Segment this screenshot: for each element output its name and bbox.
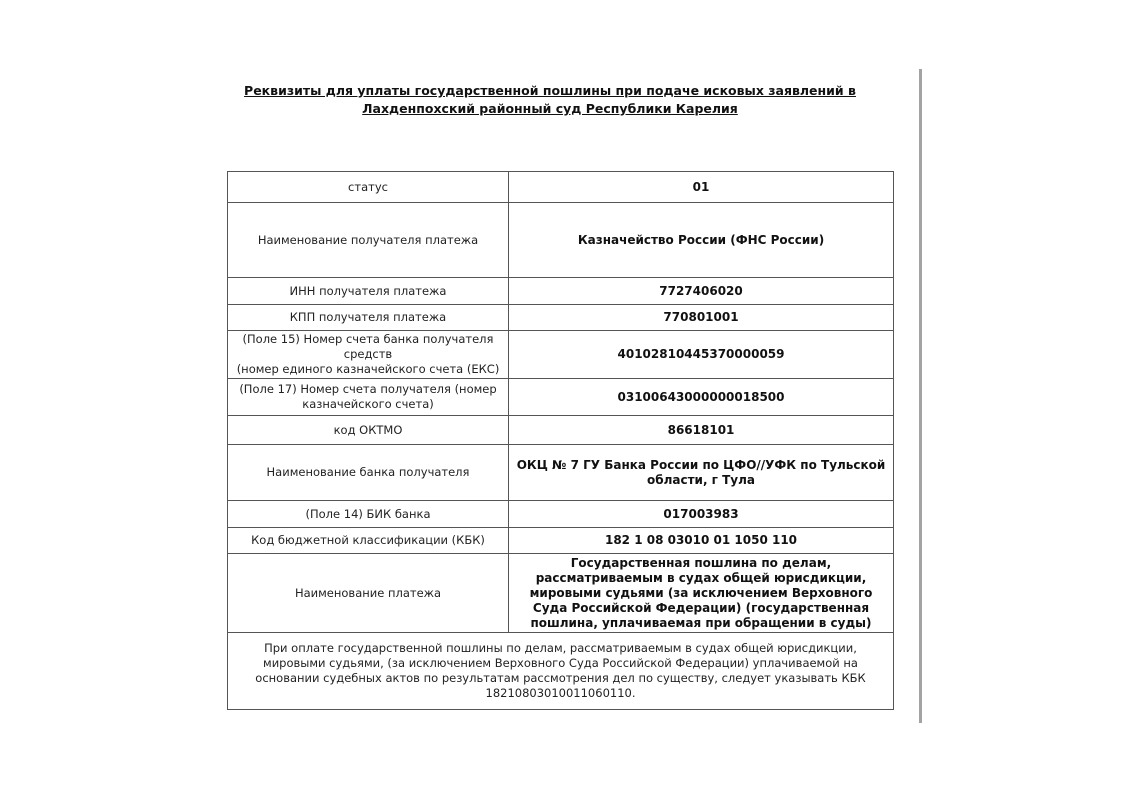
row-value-line: рассматриваемым в судах общей юрисдикции, [535, 570, 867, 585]
row-value: Казначейство России (ФНС России) [509, 203, 894, 278]
row-value: 7727406020 [509, 278, 894, 305]
row-label: статус [228, 172, 509, 203]
row-value-line: Государственная пошлина по делам, [570, 555, 832, 570]
row-value: 40102810445370000059 [509, 331, 894, 379]
table-row [228, 379, 894, 416]
row-label: КПП получателя платежа [228, 305, 509, 331]
table-row [228, 501, 894, 528]
table-row [228, 445, 894, 501]
kbk-note-line: мировыми судьями, (за исключением Верховного Суда Российской Федерации) уплачиваемой на [263, 656, 858, 670]
row-value: 770801001 [509, 305, 894, 331]
row-value: 86618101 [509, 416, 894, 445]
row-label-line: (номер единого казначейского счета (ЕКС) [236, 362, 500, 376]
row-label: Код бюджетной классификации (КБК) [228, 528, 509, 554]
row-value: 182 1 08 03010 01 1050 110 [509, 528, 894, 554]
table-row [228, 203, 894, 278]
payment-requisites-table [227, 171, 894, 710]
row-value-line: области, г Тула [646, 472, 756, 487]
row-label-line: казначейского счета) [302, 397, 434, 411]
table-row [228, 554, 894, 633]
row-label-line: (Поле 15) Номер счета банка получателя [242, 332, 494, 346]
row-label [228, 331, 509, 379]
row-label-line: (Поле 17) Номер счета получателя (номер [239, 382, 497, 396]
row-label: (Поле 14) БИК банка [228, 501, 509, 528]
page-edge-divider [919, 69, 922, 723]
row-label: Наименование получателя платежа [228, 203, 509, 278]
row-value: 017003983 [509, 501, 894, 528]
table-row [228, 305, 894, 331]
row-value [509, 445, 894, 501]
title-line-2: Лахденпохский районный суд Республики Карелия [362, 101, 738, 116]
row-value-line: Суда Российской Федерации) (государственная [532, 600, 870, 615]
row-value [509, 554, 894, 633]
row-value-line: пошлина, уплачиваемая при обращении в суды) [530, 615, 872, 630]
row-label [228, 379, 509, 416]
document-title [230, 82, 870, 118]
row-value: 03100643000000018500 [509, 379, 894, 416]
kbk-note-line: При оплате государственной пошлины по делам, рассматриваемым в судах общей юрисдикции, [264, 641, 857, 655]
table-row-note [228, 633, 894, 710]
kbk-note [228, 633, 894, 710]
row-value: 01 [509, 172, 894, 203]
table-row [228, 331, 894, 379]
row-label: Наименование банка получателя [228, 445, 509, 501]
kbk-note-line: 18210803010011060110. [485, 686, 636, 700]
row-label: Наименование платежа [228, 554, 509, 633]
row-value-line: ОКЦ № 7 ГУ Банка России по ЦФО//УФК по Тульской [516, 457, 886, 472]
title-line-1: Реквизиты для уплаты государственной пошлины при подаче исковых заявлений в [244, 83, 856, 98]
table-row [228, 278, 894, 305]
row-label: код ОКТМО [228, 416, 509, 445]
kbk-note-line: основании судебных актов по результатам рассмотрения дел по существу, следует указывать КБК [255, 671, 866, 685]
row-label: ИНН получателя платежа [228, 278, 509, 305]
table-row [228, 528, 894, 554]
table-row [228, 416, 894, 445]
row-value-line: мировыми судьями (за исключением Верховного [529, 585, 873, 600]
table-row [228, 172, 894, 203]
row-label-line: средств [343, 347, 393, 361]
